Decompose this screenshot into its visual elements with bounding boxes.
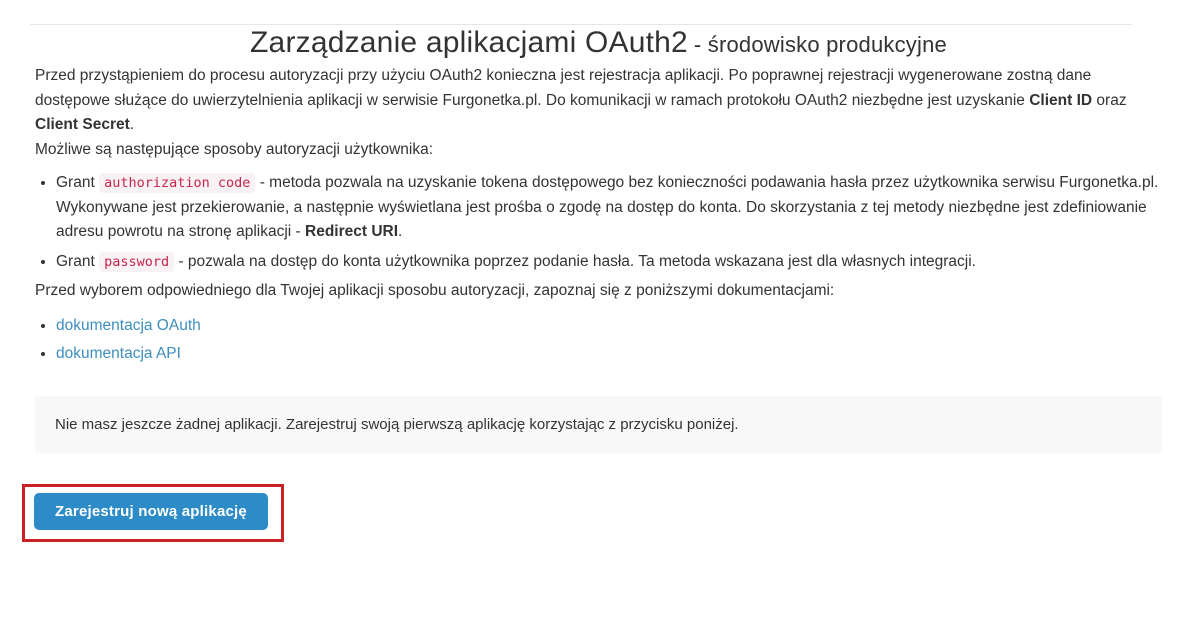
auth-methods-heading: Możliwe są następujące sposoby autoryzacji użytkownika: [35,140,434,158]
client-id-term: Client ID [1029,91,1093,109]
redirect-uri-term: Redirect URI [305,223,399,240]
intro-text-end: . [129,116,135,133]
grant-password-description: - pozwala na dostęp do konta użytkownika poprzez podanie hasła. Ta metoda wskazana jest dla własnych integracji. [174,252,976,270]
auth-methods-list [35,171,1162,274]
intro-text-middle: oraz [1092,91,1127,109]
no-applications-notice: Nie masz jeszcze żadnej aplikacji. Zarejestruj swoją pierwszą aplikację korzystając z przycisku poniżej. [35,396,1162,453]
top-divider [30,24,1132,25]
list-item-api-doc [56,340,1162,368]
register-new-application-button[interactable]: Zarejestruj nową aplikację [34,493,268,530]
client-secret-term: Client Secret [35,116,130,133]
api-documentation-link[interactable]: dokumentacja API [56,344,181,362]
page-title [35,24,1162,64]
authorization-code-chip: authorization code [99,173,255,193]
grant-auth-code-suffix: . [398,223,403,240]
page-title-main: Zarządzanie aplikacjami OAuth2 [250,26,688,59]
docs-heading: Przed wyborem odpowiedniego dla Twojej aplikacji sposobu autoryzacji, zapoznaj się z poniższymi dokumentacjami: [35,282,835,299]
intro-text-start: Przed przystąpieniem do procesu autoryzacji przy użyciu OAuth2 konieczna jest rejestracja aplikacji. Po poprawnej rejestracji wygenerowane zostną dane dostępowe służące do uwierzytelnienia aplikacji w serwisie Furgonetka.pl. Do komunikacji w ramach protokołu OAuth2 niezbędne jest uzyskanie [35,67,1092,109]
oauth2-apps-page [0,24,1197,542]
docs-links-list [35,312,1162,368]
page-title-environment: - środowisko produkcyjne [693,32,947,57]
grant-password-prefix: Grant [56,252,100,270]
grant-auth-code-description: - metoda pozwala na uzyskanie tokena dostępowego bez konieczności podawania hasła przez użytkownika serwisu Furgonetka.pl. Wykonywane jest przekierowanie, a następnie wyświetlana jest prośba o zgodę na dostęp do konta. Do skorzystania z tej metody niezbędne jest zdefiniowanie adresu powrotu na stronę aplikacji - [56,174,1159,240]
list-item-grant-password [56,250,1162,275]
intro-paragraph [35,64,1162,138]
list-item-oauth-doc [56,312,1162,340]
grant-auth-code-prefix: Grant [56,174,100,191]
list-item-grant-authorization-code [56,171,1162,245]
oauth-documentation-link[interactable]: dokumentacja OAuth [56,316,201,334]
annotation-highlight-box [22,484,284,542]
password-chip: password [99,252,174,272]
